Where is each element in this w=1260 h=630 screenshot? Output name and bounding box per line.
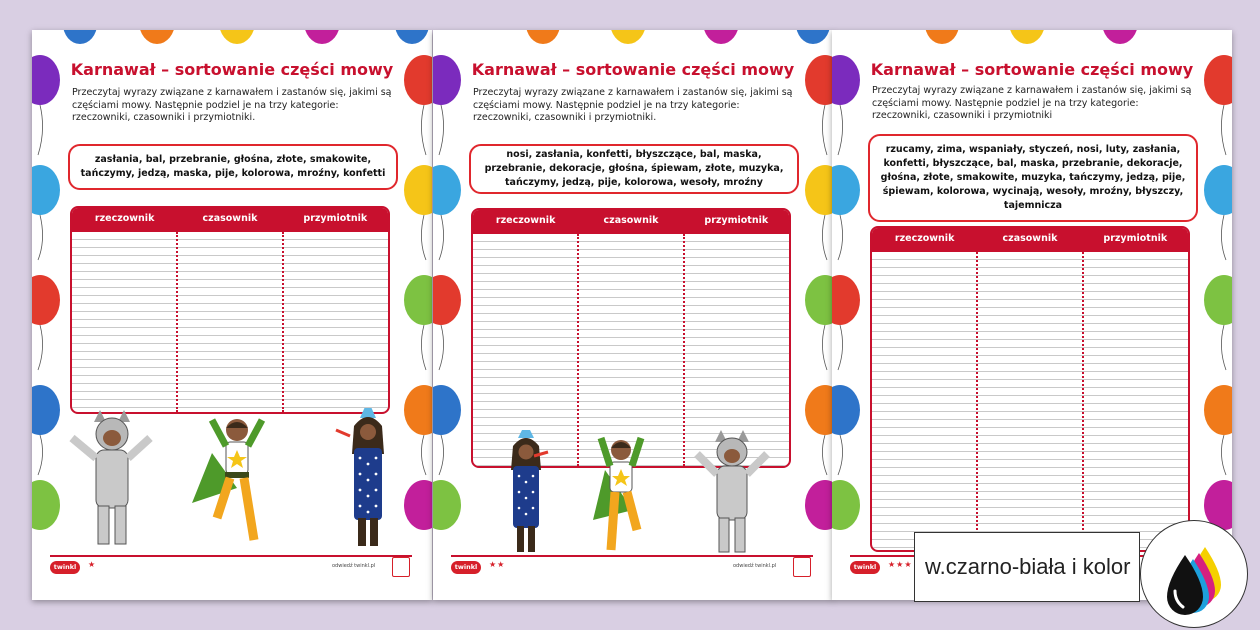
word-bank: nosi, zasłania, konfetti, błyszczące, bal, maska, przebranie, dekoracje, głośna, śpiewam, złote, muzyka, tańczymy, jedzą, pije, kolorowa, wesoły, mroźny <box>469 144 799 194</box>
website-text: odwiedź twinkl.pl <box>332 563 376 569</box>
difficulty-stars: ★★ <box>489 560 506 569</box>
difficulty-stars: ★★★ <box>888 560 913 569</box>
difficulty-stars: ★ <box>88 560 97 569</box>
twinkl-logo: twinkl <box>850 561 880 574</box>
party-hat-child-icon <box>511 430 548 552</box>
qr-badge-icon <box>793 557 811 577</box>
wolf-costume-child-icon <box>697 430 767 552</box>
writing-column <box>1082 252 1188 550</box>
wolf-costume-child-icon <box>72 410 150 544</box>
writing-column <box>176 232 282 412</box>
print-mode-label: w.czarno-biała i kolor <box>925 554 1131 579</box>
qr-badge-icon <box>392 557 410 577</box>
writing-column <box>72 232 176 412</box>
column-header-czasownik: czasownik <box>603 215 659 226</box>
sorting-table <box>70 206 390 414</box>
superhero-child-icon <box>192 419 262 540</box>
footer-divider <box>451 555 813 557</box>
worksheet-title: Karnawał – sortowanie części mowy <box>70 60 394 79</box>
sorting-table <box>870 226 1190 552</box>
writing-column <box>282 232 388 412</box>
column-header-rzeczownik: rzeczownik <box>495 215 556 226</box>
column-header-przymiotnik: przymiotnik <box>704 215 769 226</box>
worksheet-instructions: Przeczytaj wyrazy związane z karnawałem i zastanów się, jakimi są częściami mowy. Następnie podziel je na trzy kategorie: rzeczowniki, czasowniki i przymiotniki. <box>72 87 392 123</box>
superhero-child-icon <box>593 438 641 550</box>
worksheet-title: Karnawał – sortowanie części mowy <box>870 60 1194 79</box>
writing-column <box>976 252 1082 550</box>
column-header-rzeczownik: rzeczownik <box>894 233 955 244</box>
column-header-rzeczownik: rzeczownik <box>94 213 155 224</box>
word-bank: rzucamy, zima, wspaniały, styczeń, nosi, luty, zasłania, konfetti, błyszczące, bal, maska, przebranie, dekoracje, głośna, złote, smakowite, muzyka, tańczymy, jedzą, pije, śpiewam, kolorowa, wycinają, wesoły, mroźny, błyszczy, tajemnicza <box>868 134 1198 222</box>
worksheet-title: Karnawał – sortowanie części mowy <box>471 60 795 79</box>
worksheet-3 <box>832 30 1232 600</box>
worksheet-instructions: Przeczytaj wyrazy związane z karnawałem i zastanów się, jakimi są częściami mowy. Następnie podziel je na trzy kategorie: rzeczowniki, czasowniki i przymiotniki. <box>473 87 793 123</box>
worksheet-2 <box>433 30 833 600</box>
costumed-children-illustration <box>32 408 432 558</box>
column-header-czasownik: czasownik <box>202 213 258 224</box>
worksheet-1 <box>32 30 432 600</box>
website-text: odwiedź twinkl.pl <box>733 563 777 569</box>
column-header-przymiotnik: przymiotnik <box>1103 233 1168 244</box>
sorting-table <box>471 208 791 468</box>
footer-divider <box>50 555 412 557</box>
twinkl-logo: twinkl <box>451 561 481 574</box>
twinkl-logo: twinkl <box>50 561 80 574</box>
word-bank: zasłania, bal, przebranie, głośna, złote, smakowite, tańczymy, jedzą, maska, pije, kolorowa, mroźny, konfetti <box>68 144 398 190</box>
column-header-czasownik: czasownik <box>1002 233 1058 244</box>
print-mode-badge <box>914 532 1140 602</box>
column-header-przymiotnik: przymiotnik <box>303 213 368 224</box>
writing-column <box>872 252 976 550</box>
party-hat-child-icon <box>336 408 384 546</box>
worksheet-instructions: Przeczytaj wyrazy związane z karnawałem i zastanów się, jakimi są częściami mowy. Następnie podziel je na trzy kategorie: rzeczowniki, czasowniki i przymiotniki <box>872 85 1192 121</box>
costumed-children-illustration <box>433 430 833 560</box>
ink-drops-icon <box>1140 520 1248 628</box>
